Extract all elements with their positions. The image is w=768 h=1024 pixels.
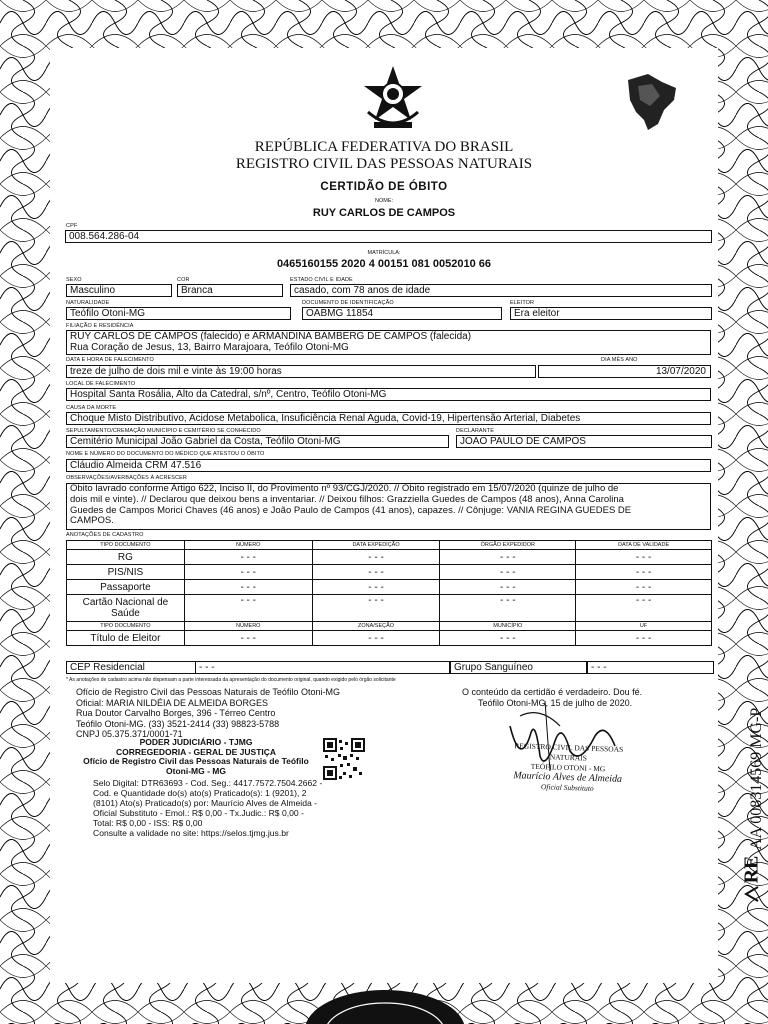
- qr-code-icon[interactable]: [323, 738, 365, 780]
- stamp-line: REGISTRO CIVIL DAS PESSOAS NATURAIS: [514, 741, 624, 763]
- observacoes-label: OBSERVAÇÕES/AVERBAÇÕES À ACRESCER: [66, 475, 187, 481]
- stamp-role: Oficial Substituto: [540, 782, 594, 793]
- cadastro-label: ANOTAÇÕES DE CADASTRO: [66, 532, 144, 538]
- table-row: [67, 631, 712, 646]
- table-row: [67, 580, 712, 595]
- naturalidade-label: NATURALIDADE: [66, 300, 110, 306]
- value-cell: - - -: [440, 595, 576, 622]
- selo-line: Total: R$ 0,00 - ISS: R$ 0,00: [93, 818, 203, 828]
- selo-heading: [76, 738, 316, 776]
- observacoes-line: Óbito lavrado conforme Artigo 622, Inciso II, do Provimento nº 93/CGJ/2020. // Óbito registrado em 15/07/2020 (quinze de julho de: [70, 483, 619, 494]
- selo-title: PODER JUDICIÁRIO - TJMG: [139, 737, 253, 747]
- brazil-map-icon: [618, 70, 682, 134]
- local-label: LOCAL DE FALECIMENTO: [66, 381, 136, 387]
- estado-civil-label: ESTADO CIVIL E IDADE: [290, 277, 353, 283]
- grupo-sanguineo-field: - - -: [587, 661, 714, 674]
- republica-heading: REPÚBLICA FEDERATIVA DO BRASIL: [254, 139, 514, 155]
- value-cell: - - -: [576, 550, 712, 565]
- selo-title: Ofício de Registro Civil das Pessoas Naturais de Teófilo: [83, 756, 309, 766]
- observacoes-line: CAMPOS.: [70, 515, 114, 527]
- header-cell: MUNICÍPIO: [440, 622, 576, 631]
- cadastro-footnote: * As anotações de cadastro acima não dispensam a parte interessada da apresentação do documento original, quando exigido pelo órgão solicitante: [66, 677, 396, 683]
- observacoes-field: [66, 483, 711, 530]
- cep-label: CEP Residencial: [66, 661, 196, 674]
- veracidade-text: O conteúdo da certidão é verdadeiro. Dou fé.: [462, 687, 643, 697]
- filiacao-text: RUY CARLOS DE CAMPOS (falecido) e ARMANDINA BAMBERG DE CAMPOS (falecida): [70, 331, 472, 342]
- matricula-label: MATRÍCULA:: [367, 250, 401, 256]
- deceased-name: RUY CARLOS DE CAMPOS: [312, 207, 456, 219]
- brazil-coat-of-arms-icon: [360, 64, 426, 134]
- cadastro-header-row: [67, 622, 712, 631]
- naturalidade-field: Teófilo Otoni-MG: [66, 307, 291, 320]
- tipo-cell: Título de Eleitor: [67, 631, 185, 646]
- cpf-label: CPF: [66, 223, 78, 229]
- oficio-line: Teófilo Otoni-MG. (33) 3521-2414 (33) 98823-5788: [76, 718, 280, 729]
- data-hora-label: DATA E HORA DE FALECIMENTO: [66, 357, 154, 363]
- header-cell: NÚMERO: [184, 541, 312, 550]
- oficial-stamp: [497, 741, 639, 796]
- cor-label: COR: [177, 277, 190, 283]
- observacoes-line: Guedes de Campos Morici Chaves (46 anos) e João Paulo de Campos (41 anos), capazes. // Cônjuge: VANIA REGINA GUEDES DE: [70, 504, 632, 516]
- data-field: 13/07/2020: [538, 365, 711, 378]
- causa-label: CAUSA DA MORTE: [66, 405, 117, 411]
- value-cell: - - -: [312, 565, 440, 580]
- triangle-icon: [742, 884, 762, 904]
- table-row: [67, 550, 712, 565]
- local-data-text: Teófilo Otoni-MG, 15 de julho de 2020.: [478, 698, 633, 708]
- oficio-line: Rua Doutor Carvalho Borges, 396 - Térreo Centro: [76, 708, 276, 718]
- estado-civil-field: casado, com 78 anos de idade: [290, 284, 712, 297]
- selo-details: [93, 778, 322, 828]
- header-cell: UF: [576, 622, 712, 631]
- value-cell: - - -: [440, 580, 576, 595]
- tipo-cell: RG: [67, 550, 185, 565]
- value-cell: - - -: [576, 580, 712, 595]
- documento-field: OABMG 11854: [302, 307, 502, 320]
- value-cell: - - -: [440, 565, 576, 580]
- header-cell: ÓRGÃO EXPEDIDOR: [440, 541, 576, 550]
- sexo-field: Masculino: [66, 284, 172, 297]
- filiacao-label: FILIAÇÃO E RESIDÊNCIA: [66, 323, 134, 329]
- documento-label: DOCUMENTO DE IDENTIFICAÇÃO: [302, 300, 394, 306]
- document-title: CERTIDÃO DE ÓBITO: [320, 181, 448, 193]
- eleitor-label: ELEITOR: [510, 300, 535, 306]
- selo-line: Oficial Substituto - Emol.: R$ 0,00 - Tx.Judic.: R$ 0,00 -: [93, 808, 304, 818]
- sepultamento-field: Cemitério Municipal João Gabriel da Costa, Teófilo Otoni-MG: [66, 435, 449, 448]
- table-row: [67, 595, 712, 622]
- eleitor-field: Era eleitor: [510, 307, 712, 320]
- value-cell: - - -: [440, 550, 576, 565]
- bottom-seal-emblem: [300, 985, 470, 1024]
- header-cell: ZONA/SEÇÃO: [312, 622, 440, 631]
- value-cell: - - -: [576, 565, 712, 580]
- registro-heading: REGISTRO CIVIL DAS PESSOAS NATURAIS: [235, 156, 533, 172]
- table-row: [67, 565, 712, 580]
- value-cell: - - -: [184, 595, 312, 622]
- medico-field: Cláudio Almeida CRM 47.516: [66, 459, 711, 472]
- serial-number: AA 008314569 MG-P: [748, 707, 765, 850]
- oficio-line: CNPJ 05.375.371/0001-71: [76, 729, 183, 739]
- header-cell: NÚMERO: [184, 622, 312, 631]
- cadastro-header-row: [67, 541, 712, 550]
- local-field: Hospital Santa Rosália, Alto da Catedral, s/nº, Centro, Teófilo Otoni-MG: [66, 388, 711, 401]
- selo-title: CORREGEDORIA - GERAL DE JUSTIÇA: [115, 746, 277, 757]
- selo-title: Otoni-MG - MG: [166, 765, 226, 776]
- causa-field: Choque Misto Distributivo, Acidose Metabolica, Insuficiência Renal Aguda, Covid-19, Hipertensão Arterial, Diabetes: [66, 412, 711, 425]
- nome-label: NOME:: [374, 198, 394, 204]
- value-cell: - - -: [184, 550, 312, 565]
- filiacao-field: [66, 330, 711, 355]
- cor-field: Branca: [177, 284, 283, 297]
- residencia-text: Rua Coração de Jesus, 13, Bairro Marajoara, Teófilo Otoni-MG: [70, 342, 349, 353]
- value-cell: - - -: [312, 631, 440, 646]
- sepultamento-label: SEPULTAMENTO/CREMAÇÃO MUNICÍPIO E CEMITÉRIO SE CONHECIDO: [66, 428, 261, 434]
- medico-label: NOME E NÚMERO DO DOCUMENTO DO MÉDICO QUE ATESTOU O ÓBITO: [66, 451, 265, 457]
- data-hora-field: treze de julho de dois mil e vinte às 19:00 horas: [66, 365, 536, 378]
- matricula-value: 0465160155 2020 4 00151 081 0052010 66: [276, 258, 492, 270]
- tipo-cell: PIS/NIS: [67, 565, 185, 580]
- declarante-field: JOÃO PAULO DE CAMPOS: [456, 435, 712, 448]
- oficio-block: [76, 687, 340, 740]
- selo-consulte-link[interactable]: Consulte a validade no site: https://selos.tjmg.jus.br: [93, 828, 289, 838]
- header-cell: TIPO DOCUMENTO: [67, 622, 185, 631]
- sexo-label: SEXO: [66, 277, 82, 283]
- value-cell: - - -: [184, 580, 312, 595]
- value-cell: - - -: [312, 580, 440, 595]
- cep-field: - - -: [195, 661, 450, 674]
- value-cell: - - -: [312, 550, 440, 565]
- stamp-name: Maurício Alves de Almeida: [513, 770, 623, 785]
- grupo-sanguineo-label: Grupo Sanguíneo: [450, 661, 587, 674]
- oficio-line: Oficial: MARIA NILDÉIA DE ALMEIDA BORGES: [76, 697, 269, 708]
- re-mark: RE: [740, 855, 763, 884]
- dia-mes-ano-label: DIA MÊS ANO: [601, 357, 638, 363]
- value-cell: - - -: [184, 631, 312, 646]
- header-cell: DATA EXPEDIÇÃO: [312, 541, 440, 550]
- oficio-line: Ofício de Registro Civil das Pessoas Naturais de Teófilo Otoni-MG: [76, 687, 340, 697]
- header-cell: DATA DE VALIDADE: [576, 541, 712, 550]
- selo-line: Cod. e Quantidade do(s) ato(s) Praticado(s): 1 (9201), 2: [93, 788, 307, 798]
- tipo-cell: Cartão Nacional de Saúde: [67, 595, 185, 622]
- value-cell: - - -: [440, 631, 576, 646]
- tipo-cell: Passaporte: [67, 580, 185, 595]
- declarante-label: DECLARANTE: [456, 428, 494, 434]
- cadastro-table: [66, 540, 712, 646]
- cpf-field: 008.564.286-04: [65, 230, 712, 243]
- value-cell: - - -: [312, 595, 440, 622]
- observacoes-line: dois mil e vinte). // Declarou que deixou bens a inventariar. // Deixou filhos: Grazziella Guedes de Campos (48 anos), Anna Carolina: [70, 493, 624, 505]
- value-cell: - - -: [184, 565, 312, 580]
- header-cell: TIPO DOCUMENTO: [67, 541, 185, 550]
- selo-line: (8101) Ato(s) Praticado(s) por: Maurício Alves de Almeida -: [93, 798, 318, 808]
- stamp-line: TEÓFILO OTONI - MG: [530, 761, 606, 774]
- value-cell: - - -: [576, 631, 712, 646]
- value-cell: - - -: [576, 595, 712, 622]
- selo-line: Selo Digital: DTR63693 - Cod. Seg.: 4417.7572.7504.2662 -: [93, 778, 323, 788]
